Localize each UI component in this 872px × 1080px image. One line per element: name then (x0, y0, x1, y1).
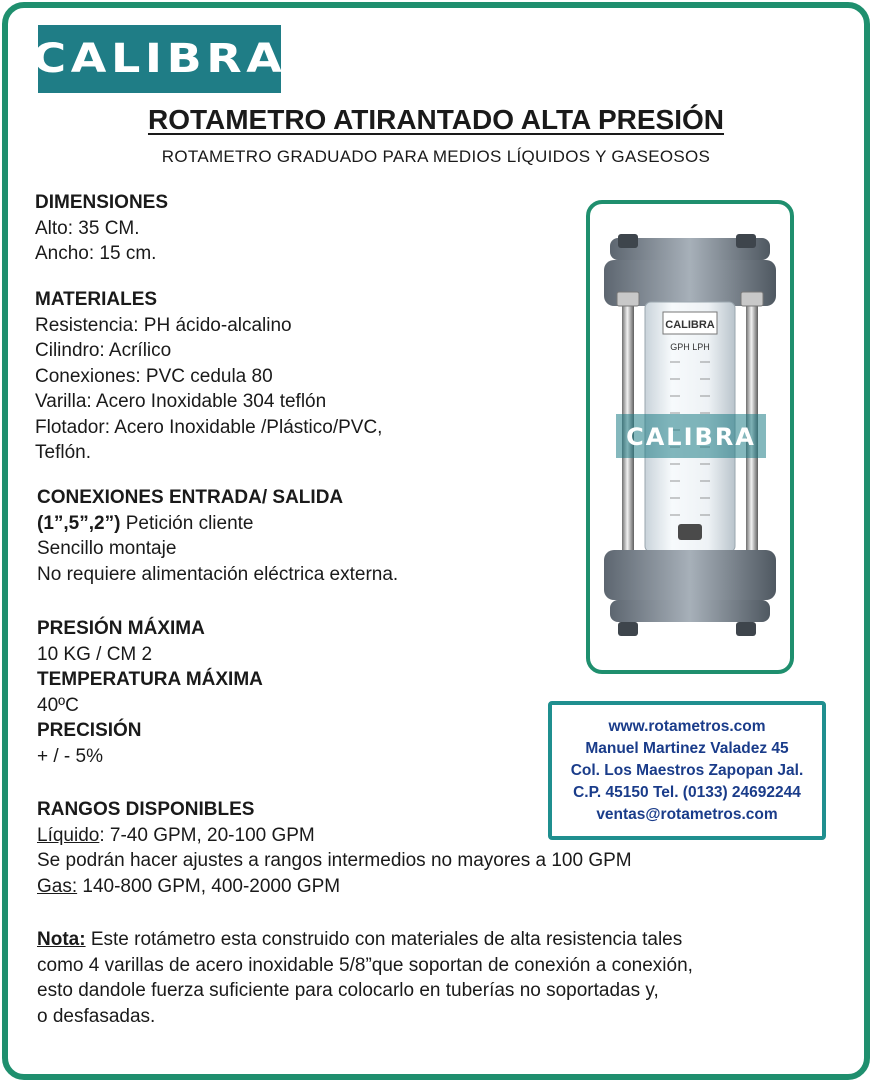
temperatura-value: 40ºC (37, 694, 79, 716)
nota-text: Este rotámetro esta construido con materiales de alta resistencia tales (85, 929, 683, 950)
conexiones-line: Sencillo montaje (37, 538, 177, 559)
rangos-heading: RANGOS DISPONIBLES (37, 799, 255, 820)
nota-line: o desfasadas. (37, 1005, 156, 1027)
rangos-gas (37, 874, 632, 900)
nota-line: como 4 varillas de acero inoxidable 5/8”que soportan de conexión a conexión, (37, 954, 693, 976)
materiales-section (35, 287, 382, 466)
conexiones-sizes-rest: Petición cliente (120, 512, 254, 534)
dimensiones-alto: Alto: 35 CM. (35, 217, 140, 239)
presion-heading: PRESIÓN MÁXIMA (37, 618, 205, 639)
gas-value: 140-800 GPM, 400-2000 GPM (77, 875, 341, 897)
materiales-line: Resistencia: PH ácido-alcalino (35, 314, 292, 336)
contact-box (548, 701, 826, 840)
contact-street: Manuel Martinez Valadez 45 (585, 739, 789, 757)
conexiones-sizes (37, 511, 398, 537)
tube-brand: CALIBRA (665, 319, 715, 331)
dimensiones-ancho: Ancho: 15 cm. (35, 243, 157, 264)
page-subtitle: ROTAMETRO GRADUADO PARA MEDIOS LÍQUIDOS Y GASEOSOS (161, 147, 711, 166)
contact-cp-tel: C.P. 45150 Tel. (0133) 24692244 (573, 783, 801, 801)
nota-line: esto dandole fuerza suficiente para colocarlo en tuberías no soportadas y, (37, 980, 659, 1001)
conexiones-section (37, 485, 398, 587)
nota-section (37, 927, 693, 1029)
materiales-line: Cilindro: Acrílico (35, 340, 172, 361)
logo-text: CALIBRA (32, 36, 287, 82)
rangos-ajustes: Se podrán hacer ajustes a rangos intermedios no mayores a 100 GPM (37, 850, 632, 871)
temperatura-heading: TEMPERATURA MÁXIMA (37, 669, 263, 690)
rangos-liquido (37, 823, 632, 849)
gas-label: Gas: (37, 875, 78, 897)
liquido-value: : 7-40 GPM, 20-100 GPM (99, 824, 315, 846)
dimensiones-section (35, 190, 168, 267)
nota-label: Nota: (37, 929, 86, 950)
liquido-label: Líquido (37, 824, 100, 846)
rotameter-illustration (590, 204, 790, 670)
dimensiones-heading: DIMENSIONES (35, 192, 169, 213)
materiales-line: Flotador: Acero Inoxidable /Plástico/PVC, (35, 416, 383, 438)
nota-line (37, 927, 693, 953)
watermark-text: CALIBRA (626, 423, 756, 451)
presion-value: 10 KG / CM 2 (37, 643, 153, 665)
materiales-line: Varilla: Acero Inoxidable 304 teflón (35, 391, 327, 412)
calibra-logo (32, 25, 287, 93)
precision-heading: PRECISIÓN (37, 720, 142, 741)
contact-email: ventas@rotametros.com (596, 805, 778, 823)
page-title-text: ROTAMETRO ATIRANTADO ALTA PRESIÓN (147, 104, 725, 135)
materiales-line: Teflón. (35, 442, 91, 463)
precision-value: + / - 5% (37, 745, 103, 767)
rangos-section (37, 797, 632, 899)
contact-colonia: Col. Los Maestros Zapopan Jal. (570, 761, 804, 779)
specs-section (37, 616, 263, 769)
contact-web: www.rotametros.com (608, 717, 766, 735)
conexiones-heading: CONEXIONES ENTRADA/ SALIDA (37, 487, 344, 508)
tube-units: GPH LPH (670, 342, 710, 352)
materiales-line: Conexiones: PVC cedula 80 (35, 365, 273, 387)
page-title (0, 104, 872, 136)
conexiones-sizes-bold: (1”,5”,2”) (37, 512, 121, 534)
conexiones-line: No requiere alimentación eléctrica externa. (37, 563, 399, 585)
materiales-heading: MATERIALES (35, 289, 158, 310)
rotameter-photo (586, 200, 794, 674)
